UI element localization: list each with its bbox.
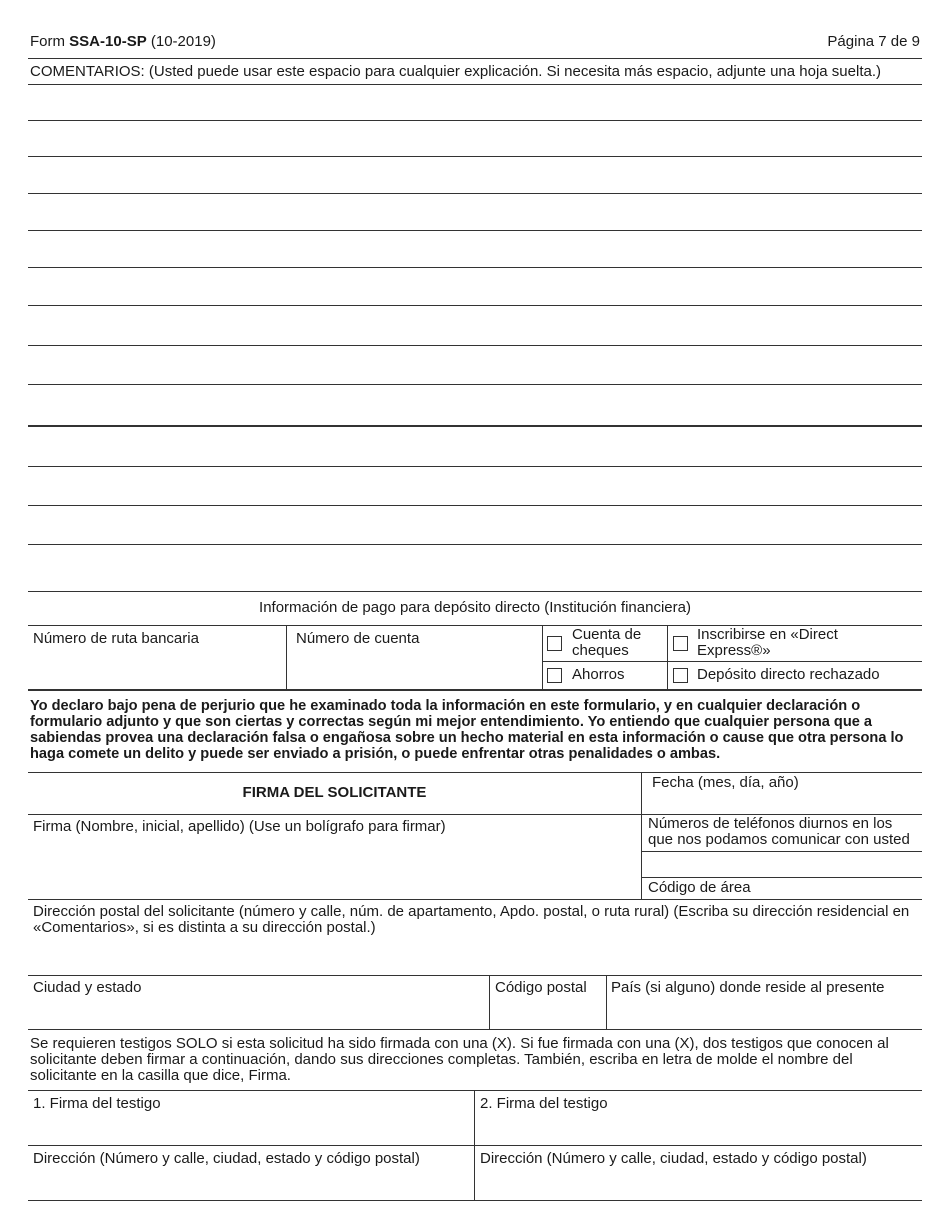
comments-label: COMENTARIOS: (Usted puede usar este espacio para cualquier explicación. Si necesita más espacio, adjunte una hoja suelta.) [30, 63, 882, 80]
comment-line [28, 591, 922, 592]
comment-line [28, 345, 922, 346]
mailing-address-label: Dirección postal del solicitante (número y calle, núm. de apartamento, Apdo. postal, o ruta rural) (Escriba su dirección residencial en «Comentarios», si es distinta a su dirección postal.) [33, 903, 910, 936]
witness1-signature-field[interactable] [29, 1114, 473, 1144]
direct-express-label: Inscribirse en «Direct Express®» [697, 626, 838, 659]
payment-title: Información de pago para depósito directo (Institución financiera) [259, 599, 691, 616]
signature-label: Firma (Nombre, inicial, apellido) (Use un bolígrafo para firmar) [33, 818, 446, 835]
payment-bottom-line [28, 689, 922, 691]
comments-top-line [28, 84, 922, 85]
date-field[interactable] [642, 795, 922, 813]
comment-line [28, 193, 922, 194]
comment-line [28, 267, 922, 268]
direct-express-checkbox[interactable] [673, 636, 688, 651]
witness2-signature-field[interactable] [475, 1114, 921, 1144]
area-code-label: Código de área [648, 879, 751, 896]
comment-line [28, 384, 922, 385]
address-line [28, 975, 922, 976]
header-divider [28, 58, 922, 59]
comment-line [28, 120, 922, 121]
comment-line [28, 156, 922, 157]
payment-mid-line [542, 661, 922, 662]
area-code-line [642, 877, 922, 878]
mailing-address-field[interactable] [29, 940, 921, 974]
account-number-label: Número de cuenta [296, 630, 420, 647]
zip-label: Código postal [495, 979, 587, 996]
phone-label: Números de teléfonos diurnos en los que nos podamos comunicar con usted [648, 815, 910, 848]
signature-divider [641, 772, 642, 899]
witness-top-line [28, 1090, 922, 1091]
payment-divider [542, 625, 543, 689]
city-bottom-line [28, 1029, 922, 1030]
comment-line [28, 305, 922, 306]
signature-bottom-line [28, 899, 922, 900]
savings-checkbox[interactable] [547, 668, 562, 683]
form-number: SSA-10-SP [69, 33, 147, 50]
comment-line [28, 230, 922, 231]
form-id [30, 34, 216, 50]
witness1-address-label: Dirección (Número y calle, ciudad, estado y código postal) [33, 1150, 420, 1167]
declined-label: Depósito directo rechazado [697, 666, 880, 683]
zip-field[interactable] [490, 998, 605, 1028]
checking-checkbox[interactable] [547, 636, 562, 651]
witness-mid-line [28, 1145, 922, 1146]
declined-checkbox[interactable] [673, 668, 688, 683]
comment-line [28, 425, 922, 427]
country-field[interactable] [607, 998, 921, 1028]
phone-field[interactable] [642, 852, 922, 876]
city-state-label: Ciudad y estado [33, 979, 142, 996]
witness-instructions: Se requieren testigos SOLO si esta solicitud ha sido firmada con una (X). Si fue firmada con una (X), dos testigos que conocen al solicitante deben firmar a continuación, dando sus direcciones completas. También, escriba en letra de molde el nombre del solicitante en la casilla que dice, Firma. [30, 1035, 889, 1084]
savings-label: Ahorros [572, 666, 625, 683]
country-label: País (si alguno) donde reside al presente [611, 979, 885, 996]
witness1-label: 1. Firma del testigo [33, 1095, 161, 1112]
declaration-text: Yo declaro bajo pena de perjurio que he examinado toda la información en este formulario, y en cualquier declaración o formulario adjunto y que son ciertas y correctas según mi mejor entendimiento. Yo entiendo que cualquier persona que a sabiendas provea una declaración falsa o engañosa sobre un hecho material en esta información o cause que otra persona lo haga comete un delito y puede ser enviado a prisión, o puede enfrentar otras penalidades o ambas. [30, 698, 904, 762]
form-date: (10-2019) [150, 33, 216, 50]
witness1-address-field[interactable] [29, 1169, 473, 1199]
witness2-address-label: Dirección (Número y calle, ciudad, estado y código postal) [480, 1150, 867, 1167]
page-number: Página 7 de 9 [827, 33, 920, 50]
date-label: Fecha (mes, día, año) [652, 774, 799, 791]
comment-line [28, 505, 922, 506]
comment-line [28, 466, 922, 467]
signature-field[interactable] [29, 838, 639, 898]
signature-top-line [28, 772, 922, 773]
witness-bottom-line [28, 1200, 922, 1201]
witness2-address-field[interactable] [475, 1169, 921, 1199]
routing-number-label: Número de ruta bancaria [33, 630, 199, 647]
witness2-label: 2. Firma del testigo [480, 1095, 608, 1112]
comment-line [28, 544, 922, 545]
payment-divider [667, 625, 668, 689]
checking-label: Cuenta de cheques [572, 626, 642, 659]
form-prefix: Form [30, 33, 65, 50]
city-state-field[interactable] [29, 998, 488, 1028]
routing-number-field[interactable] [29, 626, 285, 688]
account-number-field[interactable] [287, 626, 541, 688]
signature-title: FIRMA DEL SOLICITANTE [242, 784, 427, 801]
